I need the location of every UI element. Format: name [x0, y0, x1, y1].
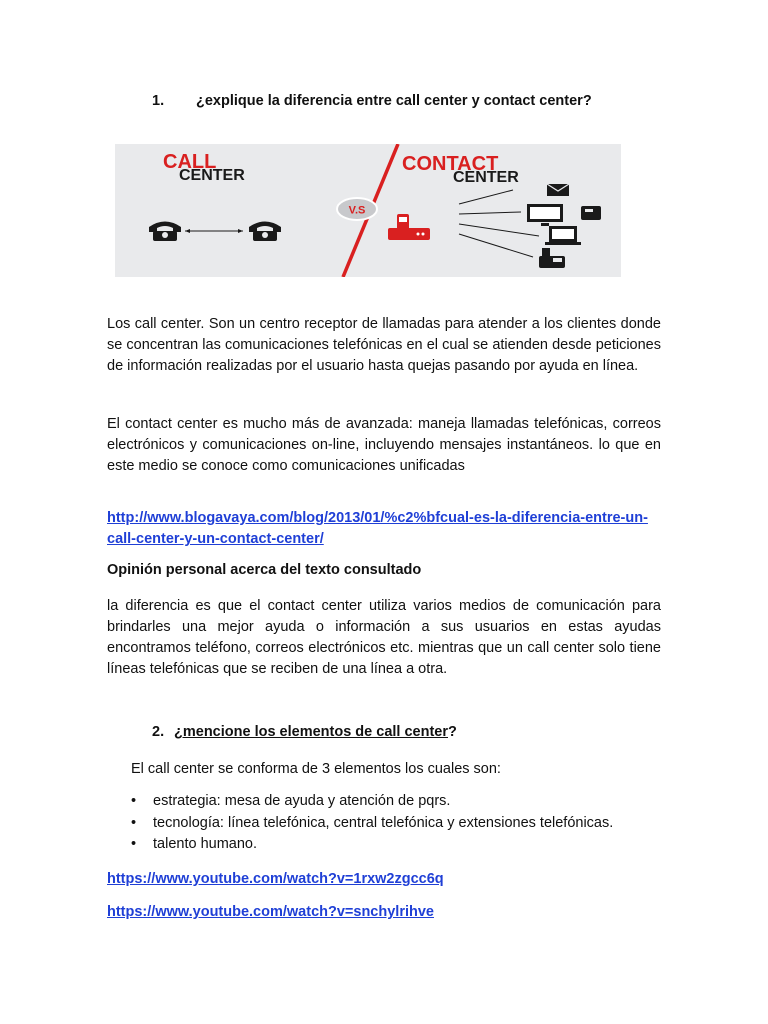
fax-icon [581, 206, 601, 220]
bullet-icon: • [131, 836, 137, 852]
contact-title: CONTACT [402, 153, 499, 175]
opinion-text: la diferencia es que el contact center utiliza varios medios de comunicación para brindarles una mejor ayuda o información a sus usuarios en estas ayudas encontramos teléfono, correos electrónicos etc. mientras que un call center solo tiene líneas telefónicas que se reciben de una línea a otra. [107, 598, 661, 677]
elements-intro: El call center se conforma de 3 elementos los cuales son: [131, 761, 501, 777]
vs-badge [337, 198, 377, 220]
youtube-link-2[interactable]: https://www.youtube.com/watch?v=snchylrihve [107, 904, 434, 920]
contact-center-definition: El contact center es mucho más de avanzada: maneja llamadas telefónicas, correos electrónicos y comunicaciones on-line, incluyendo mensajes instantáneos. lo que en este medio se conoce como comunicaciones unificadas [107, 416, 661, 474]
center-title-right: CENTER [453, 169, 519, 186]
call-center-definition: Los call center. Son un centro receptor de llamadas para atender a los clientes donde se concentran las comunicaciones telefónicas en el cual se atienden desde peticiones de información realizadas por el usuario hasta quejas pasando por ayuda en línea. [107, 316, 661, 374]
youtube-link-1[interactable]: https://www.youtube.com/watch?v=1rxw2zgcc6q [107, 871, 444, 887]
center-title-left: CENTER [179, 167, 245, 184]
list-item: • talento humano. [131, 834, 613, 856]
bullet-icon: • [131, 793, 137, 809]
telephone-icon [249, 222, 281, 242]
question-mark: ? [448, 724, 457, 740]
laptop-icon [545, 226, 581, 245]
bullet-icon: • [131, 814, 137, 831]
svg-text:V.S: V.S [348, 204, 366, 217]
question-number: 2. [152, 724, 165, 740]
question-text: ¿explique la diferencia entre call center y contact center? [196, 93, 592, 109]
list-item: • estrategia: mesa de ayuda y atención de pqrs. [131, 791, 613, 813]
telephone-icon [149, 222, 181, 242]
elements-list [131, 791, 613, 856]
question-text: ¿mencione los elementos de call center [174, 724, 448, 740]
question-number: 1. [152, 93, 165, 109]
question-2-heading [152, 724, 457, 740]
opinion-heading: Opinión personal acerca del texto consultado [107, 562, 422, 578]
call-title: CALL [163, 151, 217, 173]
list-item: • tecnología: línea telefónica, central telefónica y extensiones telefónicas. [131, 813, 613, 835]
source-link-blogavaya[interactable]: http://www.blogavaya.com/blog/2013/01/%c2%bfcual-es-la-diferencia-entre-un-call-center-y-un-contact-center/ [107, 510, 648, 547]
question-1-heading [152, 93, 592, 109]
call-vs-contact-center-image [115, 144, 621, 277]
envelope-icon [547, 184, 569, 196]
